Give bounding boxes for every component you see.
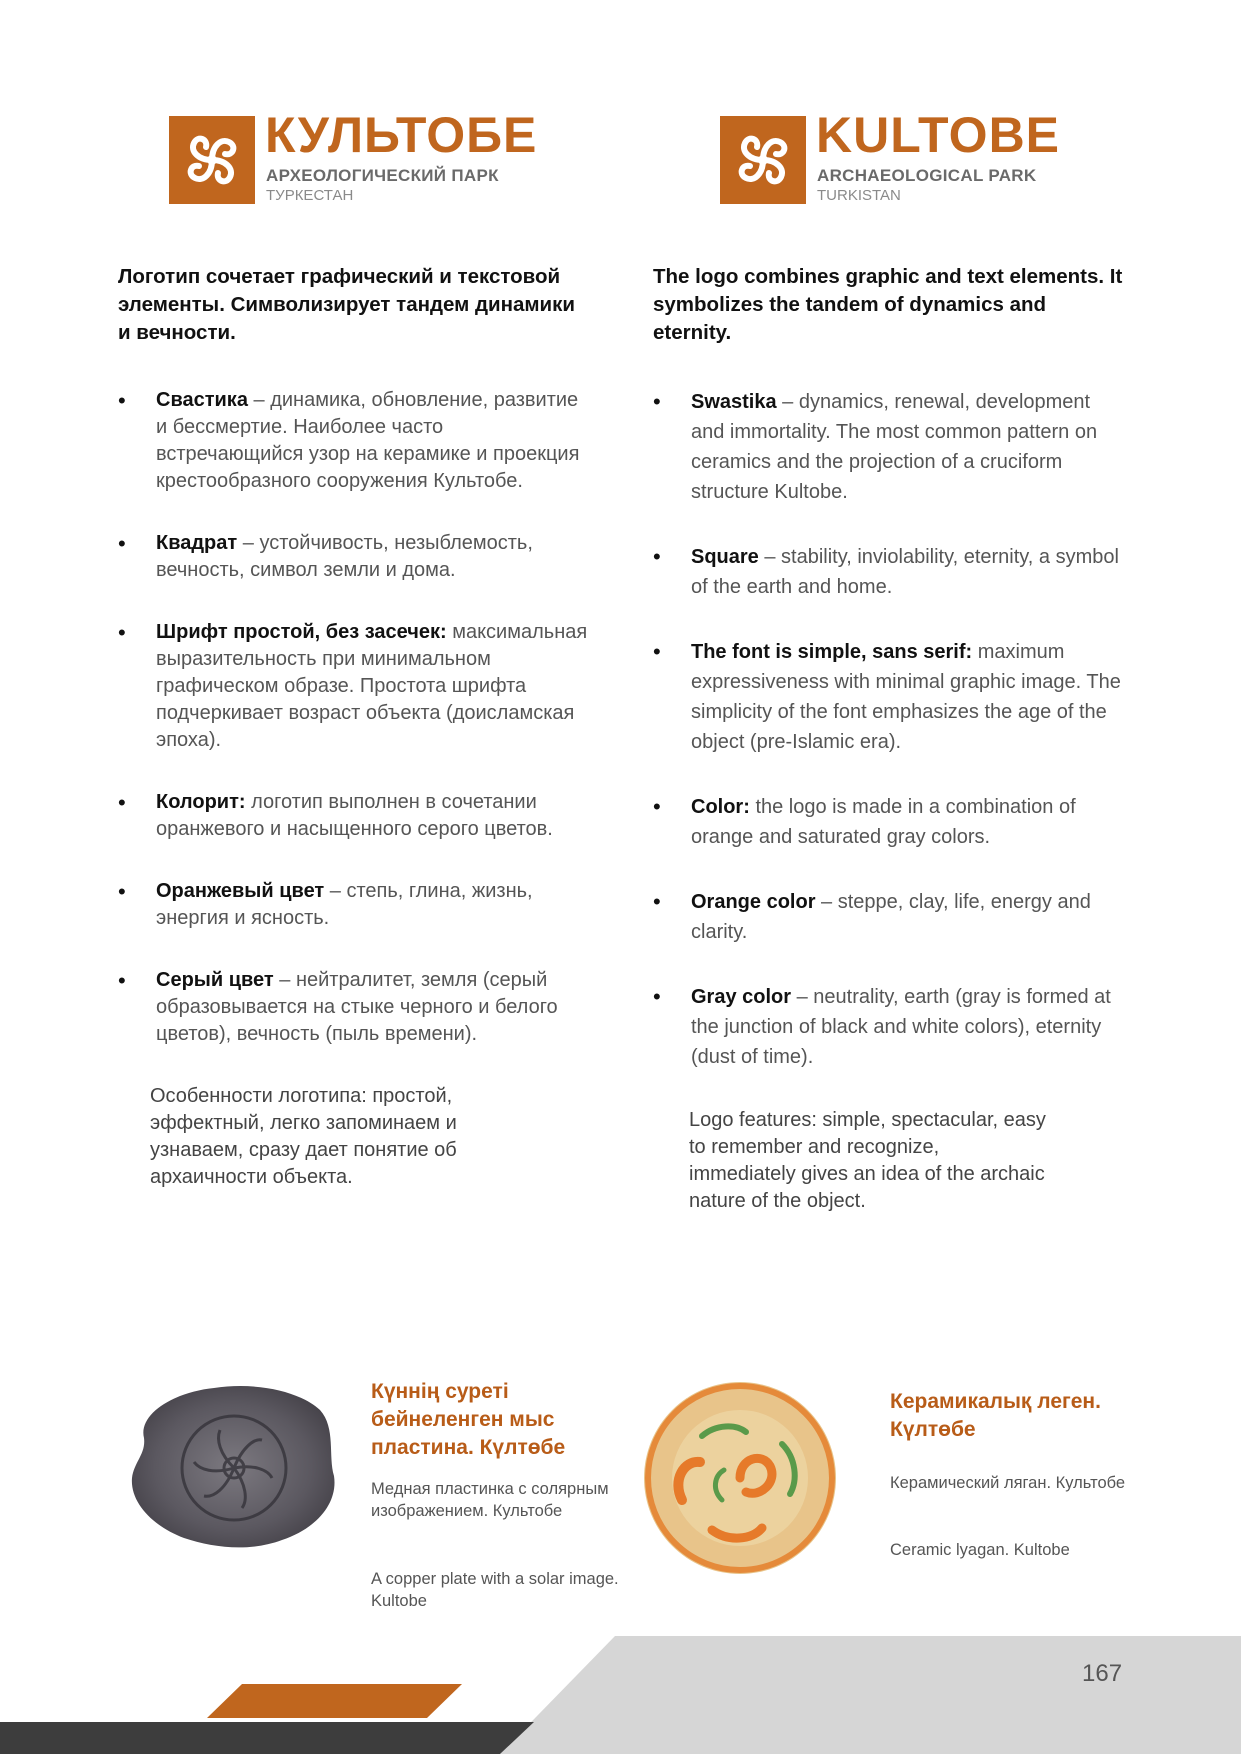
- logo-subtitle: АРХЕОЛОГИЧЕСКИЙ ПАРК: [266, 166, 499, 185]
- item-text: maximum expressiveness with minimal graphic image. The simplicity of the font emphasizes the age of the object (pre-Islamic era).: [691, 641, 1121, 753]
- item-term: Swastika: [691, 391, 777, 413]
- item-term: Серый цвет: [156, 969, 274, 991]
- item-text: – dynamics, renewal, development and immortality. The most common pattern on ceramics and the projection of a cruciform structure Kultobe.: [691, 391, 1098, 503]
- item-text: – steppe, clay, life, energy and clarity.: [691, 891, 1091, 943]
- copper-plate-image: [122, 1378, 340, 1558]
- item-text: – устойчивость, незыблемость, вечность, символ земли и дома.: [156, 532, 533, 581]
- footer-light-panel: [500, 1636, 1241, 1754]
- item-term: Свастика: [156, 389, 248, 411]
- logo-features-text: Logo features: simple, spectacular, easy to remember and recognize, immediately gives an idea of the archaic nature of the object.: [689, 1109, 1046, 1212]
- item-term: Шрифт простой, без засечек:: [156, 621, 447, 643]
- item-text: – нейтралитет, земля (серый образовывается на стыке черного и белого цветов), вечность (пыль времени).: [156, 969, 558, 1045]
- footer-orange-stripe: [207, 1684, 462, 1718]
- page-number: 167: [1082, 1660, 1123, 1687]
- item-term: The font is simple, sans serif:: [691, 641, 973, 663]
- item-text: – neutrality, earth (gray is formed at the junction of black and white colors), eternity (dust of time).: [691, 986, 1111, 1068]
- item-term: Колорит:: [156, 791, 246, 813]
- item-term: Color:: [691, 796, 750, 818]
- copper-plate-text-en: A copper plate with a solar image. Kultobe: [371, 1570, 619, 1610]
- logo-title: KULTOBE: [816, 107, 1061, 163]
- item-term: Квадрат: [156, 532, 238, 554]
- logo-features-text: Особенности логотипа: простой, эффектный, легко запоминаем и узнаваем, сразу дает понятие об архаичности объекта.: [150, 1085, 457, 1188]
- item-term: Оранжевый цвет: [156, 880, 325, 902]
- ceramic-lyagan-title: Керамикалық леген. Күлтөбе: [890, 1390, 1101, 1441]
- item-text: the logo is made in a combination of orange and saturated gray colors.: [691, 796, 1076, 848]
- intro-text: The logo combines graphic and text elements. It symbolizes the tandem of dynamics and eternity.: [653, 265, 1123, 344]
- logo-city: TURKISTAN: [817, 187, 901, 204]
- item-text: логотип выполнен в сочетании оранжевого и насыщенного серого цветов.: [156, 791, 553, 840]
- item-term: Square: [691, 546, 759, 568]
- intro-text: Логотип сочетает графический и текстовой элементы. Символизирует тандем динамики и вечности.: [118, 265, 576, 344]
- logo-subtitle: ARCHAEOLOGICAL PARK: [817, 166, 1037, 185]
- item-text: – динамика, обновление, развитие и бессмертие. Наиболее часто встречающийся узор на керамике и проекция крестообразного сооружения Культобе.: [156, 389, 580, 492]
- item-term: Gray color: [691, 986, 792, 1008]
- logo-city: ТУРКЕСТАН: [266, 187, 354, 204]
- item-text: – stability, inviolability, eternity, a symbol of the earth and home.: [691, 546, 1119, 598]
- item-term: Orange color: [691, 891, 816, 913]
- logo-title: КУЛЬТОБЕ: [265, 107, 538, 163]
- copper-plate-text-ru: Медная пластинка с солярным изображением. Культобе: [371, 1480, 609, 1520]
- item-text: – степь, глина, жизнь, энергия и ясность.: [156, 880, 533, 929]
- footer-dark-band: [0, 1722, 534, 1754]
- ceramic-lyagan-text-en: Ceramic lyagan. Kultobe: [890, 1541, 1070, 1559]
- ceramic-lyagan-text-ru: Керамический ляган. Культобе: [890, 1474, 1126, 1492]
- ceramic-lyagan-image: [642, 1380, 838, 1576]
- item-text: максимальная выразительность при минимальном графическом образе. Простота шрифта подчеркивает возраст объекта (доисламская эпоха).: [156, 621, 588, 751]
- copper-plate-title: Күннің суреті бейнеленген мыс пластина. Күлтөбе: [371, 1380, 566, 1459]
